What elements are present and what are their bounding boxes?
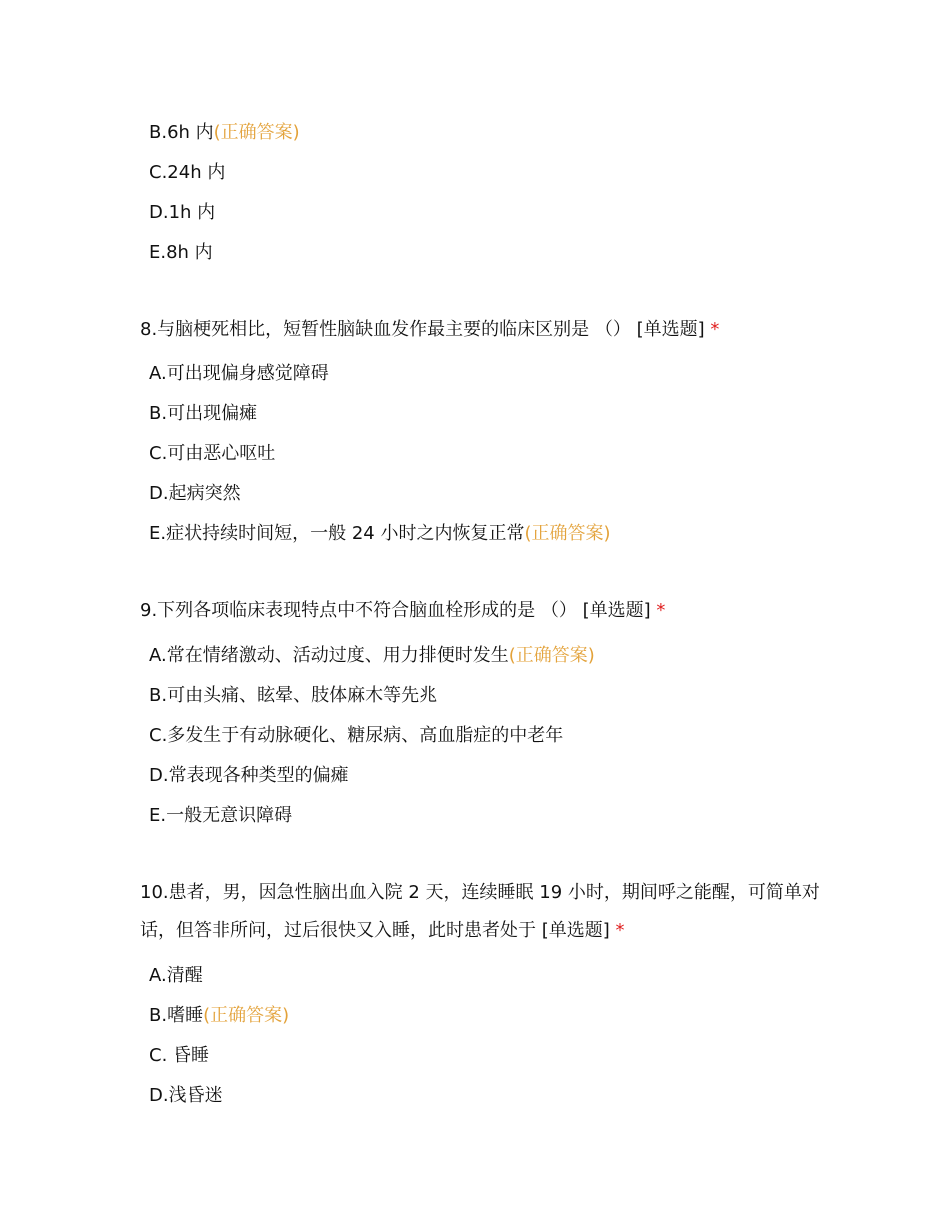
option-text: D.起病突然 bbox=[149, 483, 241, 504]
correct-answer-tag: (正确答案) bbox=[203, 1005, 290, 1026]
required-mark: * bbox=[656, 600, 666, 621]
option-text: D.常表现各种类型的偏瘫 bbox=[149, 765, 349, 786]
option-text: C. 昏睡 bbox=[149, 1045, 210, 1066]
q9-option-e bbox=[149, 804, 292, 828]
option-text: E.症状持续时间短，一般 24 小时之内恢复正常 bbox=[149, 523, 525, 544]
q7-option-c bbox=[149, 161, 225, 185]
option-text: A.可出现偏身感觉障碍 bbox=[149, 363, 329, 384]
q7-option-e bbox=[149, 241, 213, 265]
question-10 bbox=[140, 874, 820, 950]
q10-option-a bbox=[149, 964, 203, 988]
correct-answer-tag: (正确答案) bbox=[213, 122, 300, 143]
question-type: [单选题] bbox=[582, 600, 651, 621]
q7-option-b bbox=[149, 121, 300, 145]
option-text: C.多发生于有动脉硬化、糖尿病、高血脂症的中老年 bbox=[149, 725, 564, 746]
option-text: C.24h 内 bbox=[149, 162, 226, 183]
question-8 bbox=[140, 311, 820, 349]
q10-option-d bbox=[149, 1084, 223, 1108]
option-text: C.可由恶心呕吐 bbox=[149, 443, 276, 464]
option-text: E.一般无意识障碍 bbox=[149, 805, 293, 826]
q10-option-c bbox=[149, 1044, 209, 1068]
option-text: D.浅昏迷 bbox=[149, 1085, 223, 1106]
q8-option-d bbox=[149, 482, 241, 506]
option-text: B.可出现偏瘫 bbox=[149, 403, 258, 424]
q8-option-a bbox=[149, 362, 329, 386]
q10-option-b bbox=[149, 1004, 289, 1028]
correct-answer-tag: (正确答案) bbox=[508, 645, 595, 666]
q9-option-c bbox=[149, 724, 563, 748]
option-text: E.8h 内 bbox=[149, 242, 213, 263]
required-mark: * bbox=[615, 920, 625, 941]
question-type: [单选题] bbox=[636, 319, 705, 340]
q8-option-e bbox=[149, 522, 611, 546]
option-text: B.6h 内 bbox=[149, 122, 214, 143]
option-text: A.常在情绪激动、活动过度、用力排便时发生 bbox=[149, 645, 509, 666]
required-mark: * bbox=[710, 319, 720, 340]
q9-option-b bbox=[149, 684, 437, 708]
q9-option-d bbox=[149, 764, 349, 788]
option-text: B.嗜睡 bbox=[149, 1005, 204, 1026]
q8-option-c bbox=[149, 442, 275, 466]
question-type: [单选题] bbox=[541, 920, 610, 941]
option-text: D.1h 内 bbox=[149, 202, 216, 223]
q8-option-b bbox=[149, 402, 257, 426]
question-text: 8.与脑梗死相比，短暂性脑缺血发作最主要的临床区别是 （） bbox=[140, 319, 631, 340]
question-text: 9.下列各项临床表现特点中不符合脑血栓形成的是 （） bbox=[140, 600, 577, 621]
q9-option-a bbox=[149, 644, 595, 668]
question-text: 10.患者，男，因急性脑出血入院 2 天，连续睡眠 19 小时，期间呼之能醒，可简单对话，但答非所问，过后很快又入睡，此时患者处于 bbox=[140, 882, 820, 941]
option-text: A.清醒 bbox=[149, 965, 203, 986]
option-text: B.可由头痛、眩晕、肢体麻木等先兆 bbox=[149, 685, 438, 706]
q7-option-d bbox=[149, 201, 215, 225]
correct-answer-tag: (正确答案) bbox=[524, 523, 611, 544]
question-9 bbox=[140, 592, 820, 630]
